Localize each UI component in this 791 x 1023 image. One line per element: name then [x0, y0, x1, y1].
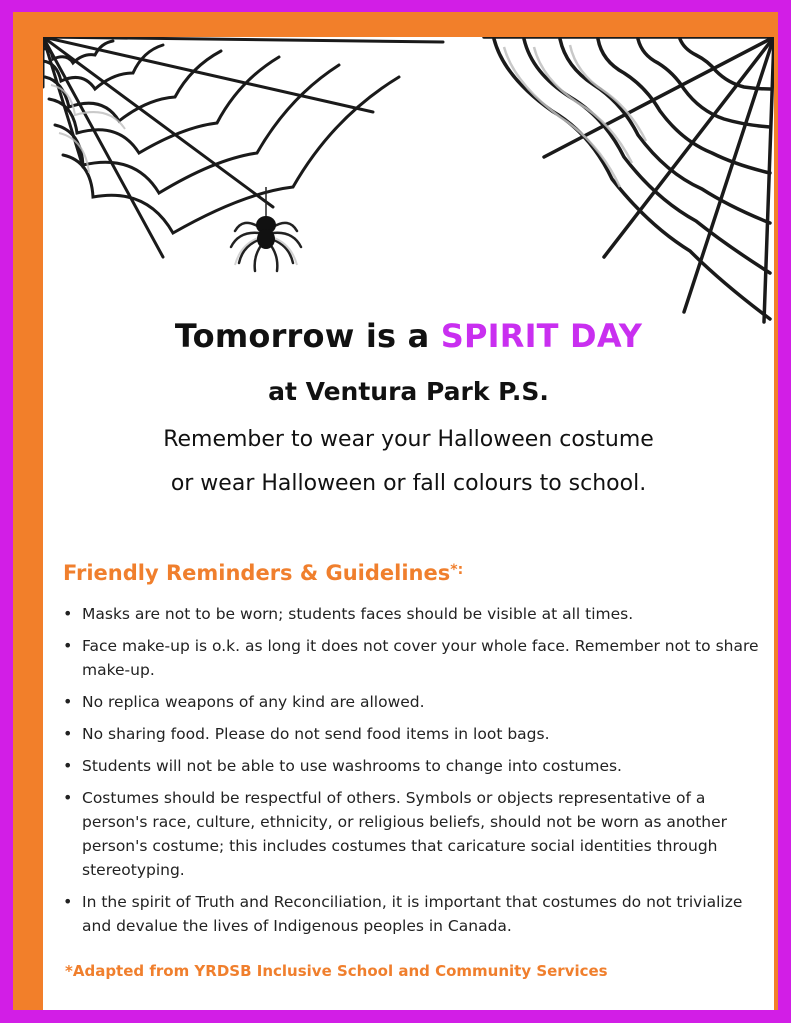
headline [43, 317, 774, 355]
guidelines-heading-text: Friendly Reminders & Guidelines [63, 561, 451, 585]
list-item: • In the spirit of Truth and Reconciliation, it is important that costumes do not trivialize and devalue the lives of Indigenous peoples in Canada. [63, 890, 763, 938]
headline-prefix: Tomorrow is a [174, 317, 441, 355]
spider-web-right-icon [474, 37, 774, 327]
guidelines-heading-mark: *: [450, 562, 464, 578]
list-item: • Masks are not to be worn; students faces should be visible at all times. [63, 602, 763, 626]
school-name: at Ventura Park P.S. [268, 377, 549, 406]
costume-reminder-line-1: Remember to wear your Halloween costume [163, 427, 654, 452]
list-item: • Costumes should be respectful of others. Symbols or objects representative of a person's race, culture, ethnicity, or religious beliefs, should not be worn as another person's costume; this includes costumes that caricature social identities through stereotyping. [63, 786, 763, 882]
list-item: • No replica weapons of any kind are allowed. [63, 690, 763, 714]
list-item: • No sharing food. Please do not send food items in loot bags. [63, 722, 763, 746]
source-footnote: *Adapted from YRDSB Inclusive School and Community Services [65, 962, 608, 980]
list-item: • Students will not be able to use washrooms to change into costumes. [63, 754, 763, 778]
reminders-list [63, 602, 763, 946]
orange-border [13, 12, 778, 1010]
flyer-page [43, 37, 774, 1010]
spirit-day-accent: SPIRIT DAY [440, 317, 643, 355]
costume-reminder-line-2: or wear Halloween or fall colours to school. [170, 471, 647, 496]
guidelines-heading [63, 561, 463, 585]
list-item: • Face make-up is o.k. as long it does not cover your whole face. Remember not to share make-up. [63, 634, 763, 682]
spider-icon [221, 187, 311, 277]
